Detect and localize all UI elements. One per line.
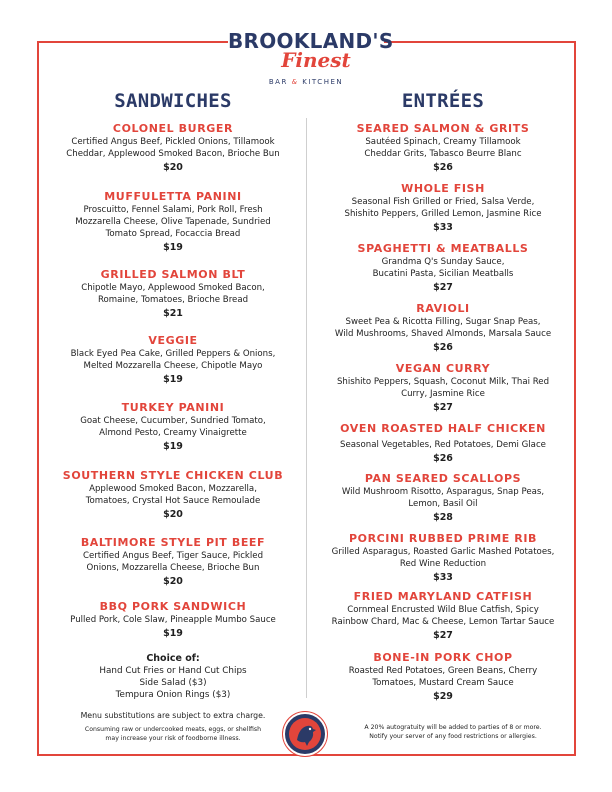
item-desc-line: Romaine, Tomatoes, Brioche Bread (97, 295, 249, 305)
item-desc-line: Certified Angus Beef, Pickled Onions, Tillamook (71, 137, 275, 147)
brand-name: BROOKLAND'S (228, 29, 394, 53)
item-desc-line: Wild Mushroom Risotto, Asparagus, Snap Peas, (341, 487, 545, 497)
menu-item (44, 268, 302, 321)
brand-sub-amp: & (291, 78, 299, 86)
item-name: WHOLE FISH (401, 182, 485, 195)
item-desc-line: Curry, Jasmine Rice (401, 389, 485, 399)
brand-logo (228, 22, 394, 94)
item-price: $19 (163, 441, 183, 452)
menu-item (44, 122, 302, 175)
item-name: SOUTHERN STYLE CHICKEN CLUB (62, 469, 284, 482)
item-desc-line: Bucatini Pasta, Sicilian Meatballs (372, 269, 514, 279)
item-desc-line: Seasonal Vegetables, Red Potatoes, Demi Glace (340, 440, 546, 450)
item-name: BALTIMORE STYLE PIT BEEF (80, 536, 266, 549)
item-desc-line: Tomatoes, Mustard Cream Sauce (372, 678, 514, 688)
food-safety-line: Consuming raw or undercooked meats, eggs, or shellfish (84, 726, 262, 733)
item-desc-line: Almond Pesto, Creamy Vinaigrette (99, 428, 247, 438)
entrees-column (312, 88, 574, 702)
gratuity-line: Notify your server of any food restrictions or allergies. (369, 732, 537, 740)
item-name: PAN SEARED SCALLOPS (364, 472, 522, 485)
item-price: $33 (433, 572, 453, 583)
item-price: $27 (433, 630, 453, 641)
item-price: $27 (433, 402, 453, 413)
item-name: TURKEY PANINI (121, 401, 225, 414)
item-desc-line: Certified Angus Beef, Tiger Sauce, Pickled (82, 551, 264, 561)
menu-item (44, 401, 302, 454)
crow-icon (285, 714, 325, 754)
sides-choice-line: Tempura Onion Rings ($3) (115, 690, 231, 700)
item-name: SPAGHETTI & MEATBALLS (357, 242, 529, 255)
item-desc-line: Red Wine Reduction (399, 559, 487, 569)
item-price: $27 (433, 282, 453, 293)
item-desc-line: Sweet Pea & Ricotta Filling, Sugar Snap Peas, (345, 317, 541, 327)
item-name: OVEN ROASTED HALF CHICKEN (340, 422, 546, 435)
sides-choice-line: Hand Cut Fries or Hand Cut Chips (99, 666, 247, 676)
item-name: FRIED MARYLAND CATFISH (353, 590, 533, 603)
item-name: PORCINI RUBBED PRIME RIB (348, 532, 538, 545)
item-desc-line: Black Eyed Pea Cake, Grilled Peppers & Onions, (70, 349, 276, 359)
item-desc-line: Wild Mushrooms, Shaved Almonds, Marsala Sauce (334, 329, 552, 339)
item-desc-line: Shishito Peppers, Squash, Coconut Milk, Thai Red (336, 377, 550, 387)
item-price: $26 (433, 453, 453, 464)
brand-tagline: Finest (281, 48, 351, 72)
gratuity-note (330, 724, 576, 741)
column-divider (306, 118, 307, 698)
gratuity-line: A 20% autogratuity will be added to parties of 8 or more. (364, 724, 542, 731)
item-desc-line: Applewood Smoked Bacon, Mozzarella, (89, 484, 257, 494)
item-desc-line: Rainbow Chard, Mac & Cheese, Lemon Tartar Sauce (331, 617, 555, 627)
brand-subtitle (228, 78, 384, 86)
item-price: $20 (163, 162, 183, 173)
item-price: $29 (433, 691, 453, 702)
item-price: $21 (163, 308, 183, 319)
item-name: VEGGIE (148, 334, 198, 347)
menu-item (44, 190, 302, 255)
item-name: SEARED SALMON & GRITS (356, 122, 530, 135)
item-desc-line: Goat Cheese, Cucumber, Sundried Tomato, (80, 416, 266, 426)
menu-item (312, 422, 574, 466)
item-desc-line: Grandma Q's Sunday Sauce, (381, 257, 505, 267)
sides-choice (44, 653, 302, 701)
item-name: BONE-IN PORK CHOP (373, 651, 513, 664)
item-price: $20 (163, 509, 183, 520)
food-safety-line: may increase your risk of foodborne illness. (105, 734, 241, 742)
item-price: $19 (163, 242, 183, 253)
item-desc-line: Tomato Spread, Focaccia Bread (105, 229, 241, 239)
menu-item (44, 469, 302, 522)
sandwiches-column (44, 88, 302, 639)
item-price: $19 (163, 628, 183, 639)
crow-emblem (283, 712, 327, 756)
brand-sub-bar: BAR (268, 78, 288, 86)
item-name: RAVIOLI (416, 302, 470, 315)
item-name: BBQ PORK SANDWICH (99, 600, 247, 613)
item-name: COLONEL BURGER (112, 122, 234, 135)
sides-choice-title: Choice of: (146, 653, 200, 664)
sandwiches-heading: SANDWICHES (114, 90, 232, 112)
item-desc-line: Chipotle Mayo, Applewood Smoked Bacon, (81, 283, 265, 293)
item-price: $26 (433, 162, 453, 173)
item-name: MUFFULETTA PANINI (104, 190, 242, 203)
item-desc-line: Pulled Pork, Cole Slaw, Pineapple Mumbo Sauce (70, 615, 276, 625)
menu-item (312, 362, 574, 415)
menu-item (312, 472, 574, 525)
item-desc-line: Sautéed Spinach, Creamy Tillamook (365, 137, 521, 147)
item-desc-line: Mozzarella Cheese, Olive Tapenade, Sundried (75, 217, 271, 227)
item-desc-line: Cheddar Grits, Tabasco Beurre Blanc (364, 149, 522, 159)
item-price: $19 (163, 374, 183, 385)
menu-item (44, 334, 302, 387)
menu-item (312, 302, 574, 355)
entrees-heading: ENTRÉES (401, 90, 485, 112)
brand-sub-kitchen: KITCHEN (302, 78, 344, 86)
item-price: $33 (433, 222, 453, 233)
item-desc-line: Proscuitto, Fennel Salami, Pork Roll, Fresh (83, 205, 263, 215)
item-desc-line: Onions, Mozzarella Cheese, Brioche Bun (86, 563, 260, 573)
menu-item (44, 600, 302, 641)
item-desc-line: Cheddar, Applewood Smoked Bacon, Brioche Bun (66, 149, 280, 159)
item-name: GRILLED SALMON BLT (100, 268, 246, 281)
menu-item (312, 122, 574, 175)
substitutions-note: Menu substitutions are subject to extra charge. (80, 711, 266, 720)
item-desc-line: Seasonal Fish Grilled or Fried, Salsa Verde, (351, 197, 535, 207)
sides-choice-line: Side Salad ($3) (139, 678, 207, 688)
item-desc-line: Tomatoes, Crystal Hot Sauce Remoulade (85, 496, 261, 506)
menu-item (44, 536, 302, 589)
menu-item (312, 651, 574, 704)
item-desc-line: Lemon, Basil Oil (408, 499, 478, 509)
menu-item (312, 242, 574, 295)
item-desc-line: Roasted Red Potatoes, Green Beans, Cherry (348, 666, 538, 676)
food-safety-warning (44, 726, 302, 743)
item-desc-line: Shishito Peppers, Grilled Lemon, Jasmine Rice (344, 209, 542, 219)
item-price: $28 (433, 512, 453, 523)
item-price: $26 (433, 342, 453, 353)
item-desc-line: Grilled Asparagus, Roasted Garlic Mashed Potatoes, (331, 547, 555, 557)
menu-item (312, 590, 574, 643)
menu-item (312, 532, 574, 585)
item-name: VEGAN CURRY (395, 362, 491, 375)
item-price: $20 (163, 576, 183, 587)
item-desc-line: Melted Mozzarella Cheese, Chipotle Mayo (83, 361, 263, 371)
menu-item (312, 182, 574, 235)
item-desc-line: Cornmeal Encrusted Wild Blue Catfish, Spicy (347, 605, 539, 615)
